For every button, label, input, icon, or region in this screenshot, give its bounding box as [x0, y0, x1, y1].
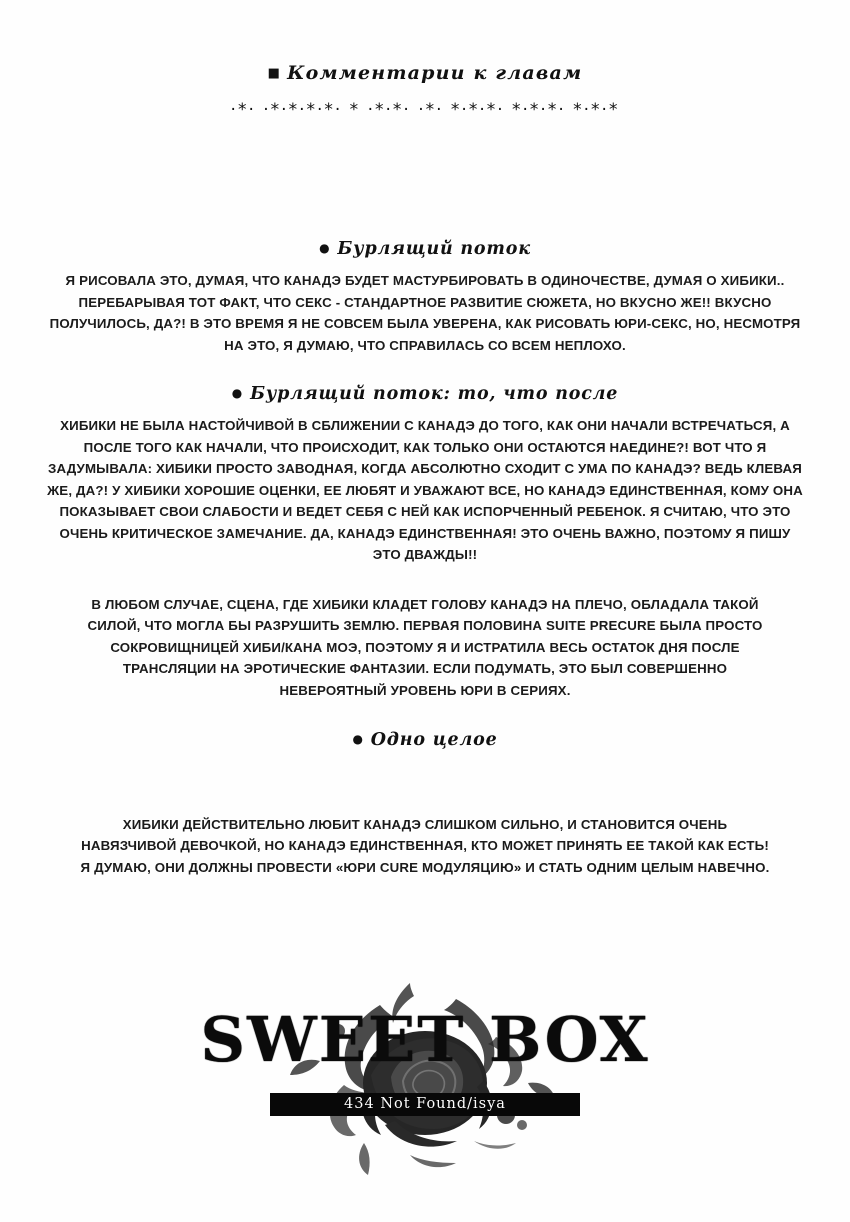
ornament-divider: ·*· ·*·*·*·*· * ·*·*· ·*· *·*·*· *·*·*· *·*·*	[230, 100, 620, 120]
logo-subtitle-bar	[270, 1093, 580, 1116]
section-2-paragraph-2: В ЛЮБОМ СЛУЧАЕ, СЦЕНА, ГДЕ ХИБИКИ КЛАДЕТ ГОЛОВУ КАНАДЭ НА ПЛЕЧО, ОБЛАДАЛА ТАКОЙ СИЛОЙ, ЧТО МОГЛА БЫ РАЗРУШИТЬ ЗЕМЛЮ. ПЕРВАЯ ПОЛОВИНА SUITE PRECURE БЫЛА ПРОСТО СОКРОВИЩНИЦЕЙ ХИБИ/КАНА МОЭ, ПОЭТОМУ Я И ИСТРАТИЛА ВЕСЬ ОСТАТОК ДНЯ ПОСЛЕ ТРАНСЛЯЦИИ НА ЭРОТИЧЕСКИЕ ФАНТАЗИИ. ЕСЛИ ПОДУМАТЬ, ЭТО БЫЛ СОВЕРШЕННО НЕВЕРОЯТНЫЙ УРОВЕНЬ ЮРИ В СЕРИЯХ.	[87, 596, 763, 698]
section-heading-2-text: Бурлящий поток: то, что после	[250, 384, 619, 405]
square-bullet-icon: ■	[267, 66, 282, 81]
page-title-text: Комментарии к главам	[287, 62, 583, 84]
section-heading-1	[0, 239, 850, 259]
logo-wordmark: SWEET BOX	[200, 1003, 650, 1076]
section-heading-2	[0, 384, 850, 404]
section-2-paragraph-1: ХИБИКИ НЕ БЫЛА НАСТОЙЧИВОЙ В СБЛИЖЕНИИ С КАНАДЭ ДО ТОГО, КАК ОНИ НАЧАЛИ ВСТРЕЧАТЬСЯ, А ПОСЛЕ ТОГО КАК НАЧАЛИ, ЧТО ПРОИСХОДИТ, КАК ТОЛЬКО ОНИ ОСТАЮТСЯ НАЕДИНЕ?! ВОТ ЧТО Я ЗАДУМЫВАЛА: ХИБИКИ ПРОСТО ЗАВОДНАЯ, КОГДА АБСОЛЮТНО СХОДИТ С УМА ПО КАНАДЭ? ВЕДЬ КЛЕВАЯ ЖЕ, ДА?! У ХИБИКИ ХОРОШИЕ ОЦЕНКИ, ЕЕ ЛЮБЯТ И УВАЖАЮТ ВСЕ, НО КАНАДЭ ЕДИНСТВЕННАЯ, КОМУ ОНА ПОКАЗЫВАЕТ СВОИ СЛАБОСТИ И ВЕДЕТ СЕБЯ С НЕЙ КАК ИСПОРЧЕННЫЙ РЕБЕНОК. Я СЧИТАЮ, ЧТО ЭТО ОЧЕНЬ КРИТИЧЕСКОЕ ЗАМЕЧАНИЕ. ДА, КАНАДЭ ЕДИНСТВЕННАЯ! ЭТО ОЧЕНЬ ВАЖНО, ПОЭТОМУ Я ПИШУ ЭТО ДВАЖДЫ!!	[47, 418, 803, 563]
logo-subtitle: 434 Not Found/isya	[344, 1096, 506, 1112]
logo-block	[0, 955, 850, 1185]
round-bullet-icon: ●	[231, 386, 244, 401]
section-1-paragraph-1: Я РИСОВАЛА ЭТО, ДУМАЯ, ЧТО КАНАДЭ БУДЕТ МАСТУРБИРОВАТЬ В ОДИНОЧЕСТВЕ, ДУМАЯ О ХИБИКИ.. ПЕРЕБАРЫВАЯ ТОТ ФАКТ, ЧТО СЕКС - СТАНДАРТНОЕ РАЗВИТИЕ СЮЖЕТА, НО ВКУСНО ЖЕ!! ВКУСНО ПОЛУЧИЛОСЬ, ДА?! В ЭТО ВРЕМЯ Я НЕ СОВСЕМ БЫЛА УВЕРЕНА, КАК РИСОВАТЬ ЮРИ-СЕКС, НО, НЕСМОТРЯ НА ЭТО, Я ДУМАЮ, ЧТО СПРАВИЛАСЬ СО ВСЕМ НЕПЛОХО.	[49, 273, 801, 353]
round-bullet-icon: ●	[319, 241, 331, 255]
section-3-paragraph-1: ХИБИКИ ДЕЙСТВИТЕЛЬНО ЛЮБИТ КАНАДЭ СЛИШКОМ СИЛЬНО, И СТАНОВИТСЯ ОЧЕНЬ НАВЯЗЧИВОЙ ДЕВОЧКОЙ, НО КАНАДЭ ЕДИНСТВЕННАЯ, КТО МОЖЕТ ПРИНЯТЬ ЕЕ ТАКОЙ КАК ЕСТЬ! Я ДУМАЮ, ОНИ ДОЛЖНЫ ПРОВЕСТИ «ЮРИ CURE МОДУЛЯЦИЮ» И СТАТЬ ОДНИМ ЦЕЛЫМ НАВЕЧНО.	[80, 816, 770, 875]
section-heading-3	[0, 730, 850, 750]
page-title	[268, 62, 583, 84]
section-heading-1-text: Бурлящий поток	[337, 239, 531, 259]
round-bullet-icon: ●	[352, 731, 364, 746]
section-heading-3-text: Одно целое	[370, 729, 498, 750]
document-body	[0, 215, 850, 878]
document-header	[0, 0, 850, 120]
